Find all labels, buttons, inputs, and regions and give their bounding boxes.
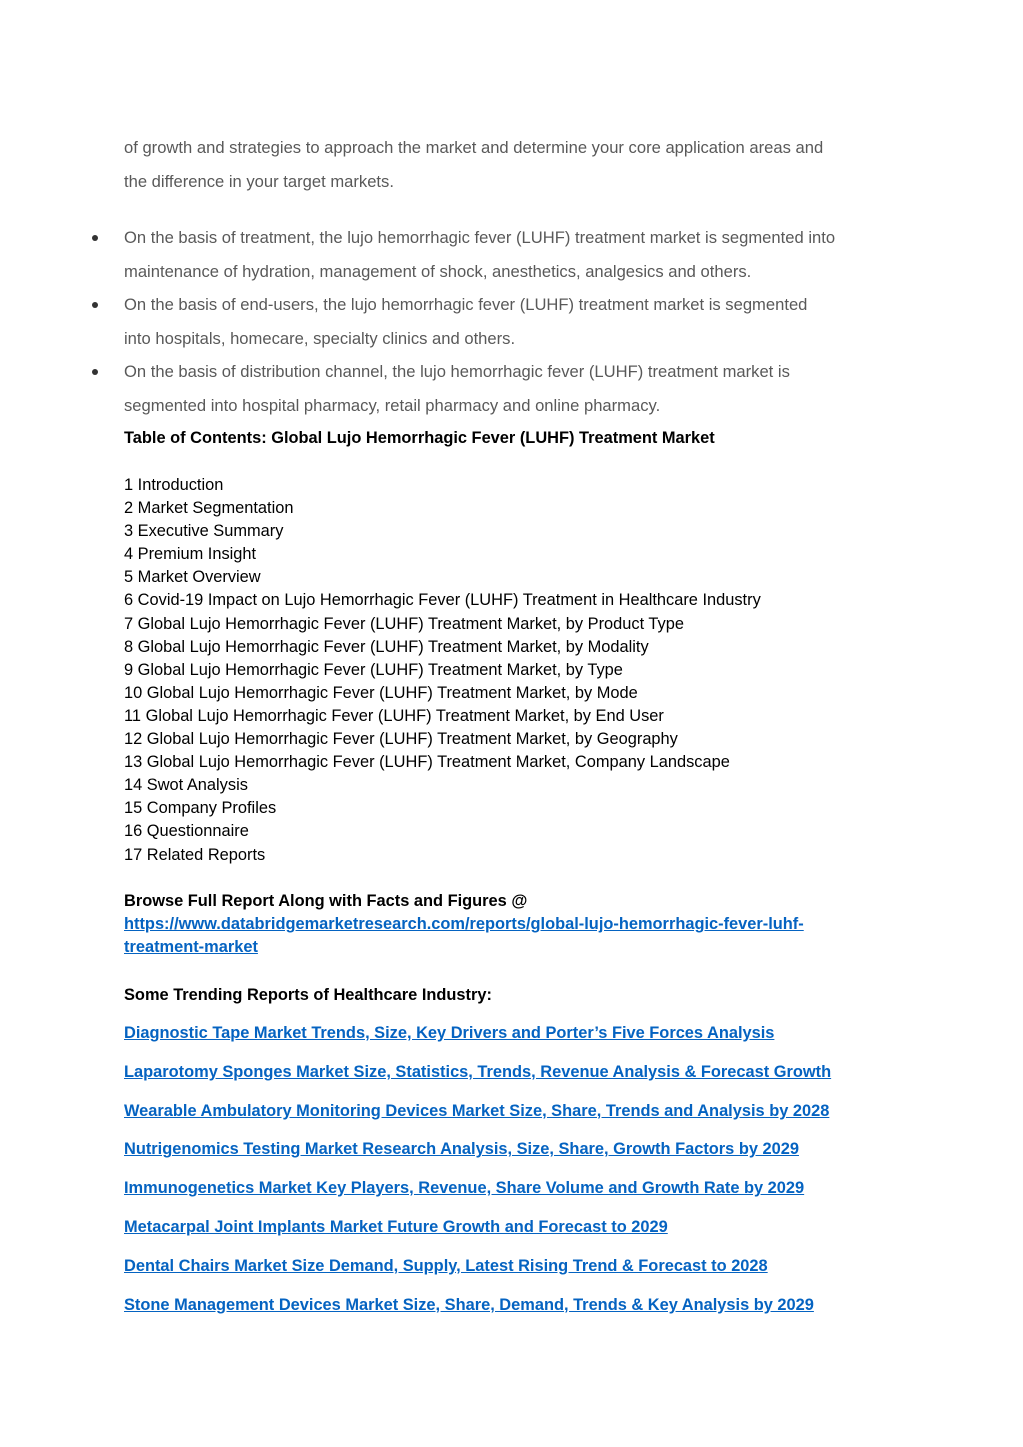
table-of-contents <box>124 474 761 867</box>
toc-item: 17 Related Reports <box>124 845 266 864</box>
bullet-dot-icon <box>92 302 98 308</box>
trending-report-link[interactable]: Laparotomy Sponges Market Size, Statistics, Trends, Revenue Analysis & Forecast Growth <box>124 1062 832 1081</box>
toc-item: 12 Global Lujo Hemorrhagic Fever (LUHF) Treatment Market, by Geography <box>124 730 678 749</box>
trending-report-link[interactable]: Stone Management Devices Market Size, Share, Demand, Trends & Key Analysis by 2029 <box>124 1295 814 1314</box>
bullet-dot-icon <box>92 235 98 241</box>
bullet-line: segmented into hospital pharmacy, retail pharmacy and online pharmacy. <box>124 395 661 415</box>
bullet-line: On the basis of treatment, the lujo hemorrhagic fever (LUHF) treatment market is segmented into <box>124 228 836 247</box>
intro-paragraph <box>124 131 914 198</box>
trending-report-item <box>124 1100 831 1139</box>
trending-report-link[interactable]: Diagnostic Tape Market Trends, Size, Key Drivers and Porter’s Five Forces Analysis <box>124 1024 775 1042</box>
bullet-line: into hospitals, homecare, specialty clinics and others. <box>124 328 516 348</box>
trending-report-item <box>124 1294 831 1333</box>
trending-report-link[interactable]: Wearable Ambulatory Monitoring Devices Market Size, Share, Trends and Analysis by 2028 <box>124 1101 830 1120</box>
trending-reports-heading: Some Trending Reports of Healthcare Industry: <box>124 986 492 1004</box>
bullet-item <box>124 288 924 355</box>
trending-report-item <box>124 1216 831 1255</box>
trending-report-item <box>124 1022 831 1061</box>
bullet-line: On the basis of end-users, the lujo hemorrhagic fever (LUHF) treatment market is segmented <box>124 295 808 314</box>
toc-item: 3 Executive Summary <box>124 522 284 541</box>
trending-report-item <box>124 1177 831 1216</box>
toc-item: 11 Global Lujo Hemorrhagic Fever (LUHF) Treatment Market, by End User <box>124 706 664 725</box>
toc-item: 10 Global Lujo Hemorrhagic Fever (LUHF) Treatment Market, by Mode <box>124 683 638 702</box>
trending-report-item <box>124 1255 831 1294</box>
trending-report-link[interactable]: Dental Chairs Market Size Demand, Supply, Latest Rising Trend & Forecast to 2028 <box>124 1256 768 1275</box>
full-report-link[interactable] <box>124 915 804 956</box>
toc-item: 2 Market Segmentation <box>124 499 294 518</box>
toc-item: 16 Questionnaire <box>124 822 249 841</box>
toc-heading: Table of Contents: Global Lujo Hemorrhagic Fever (LUHF) Treatment Market <box>124 429 715 447</box>
bullet-item <box>124 221 924 288</box>
toc-item: 13 Global Lujo Hemorrhagic Fever (LUHF) Treatment Market, Company Landscape <box>124 753 730 772</box>
bullet-line: On the basis of distribution channel, the lujo hemorrhagic fever (LUHF) treatment market is <box>124 362 790 381</box>
toc-item: 14 Swot Analysis <box>124 776 248 795</box>
trending-report-link[interactable]: Immunogenetics Market Key Players, Revenue, Share Volume and Growth Rate by 2029 <box>124 1179 805 1198</box>
toc-item: 6 Covid-19 Impact on Lujo Hemorrhagic Fever (LUHF) Treatment in Healthcare Industry <box>124 591 761 610</box>
intro-line: of growth and strategies to approach the market and determine your core application areas and <box>124 138 824 157</box>
segmentation-bullet-list <box>124 221 924 422</box>
trending-report-link[interactable]: Metacarpal Joint Implants Market Future Growth and Forecast to 2029 <box>124 1217 668 1236</box>
trending-report-item <box>124 1138 831 1177</box>
toc-item: 9 Global Lujo Hemorrhagic Fever (LUHF) Treatment Market, by Type <box>124 660 623 679</box>
full-report-link-line: https://www.databridgemarketresearch.com/reports/global-lujo-hemorrhagic-fever-luhf- <box>124 915 804 934</box>
toc-item: 1 Introduction <box>124 476 224 494</box>
trending-report-link[interactable]: Nutrigenomics Testing Market Research Analysis, Size, Share, Growth Factors by 2029 <box>124 1140 799 1159</box>
bullet-line: maintenance of hydration, management of shock, anesthetics, analgesics and others. <box>124 261 752 281</box>
browse-report-section <box>124 890 884 959</box>
intro-line: the difference in your target markets. <box>124 171 394 191</box>
toc-item: 15 Company Profiles <box>124 799 277 818</box>
trending-report-item <box>124 1061 831 1100</box>
trending-reports-list <box>124 1022 831 1332</box>
bullet-dot-icon <box>92 369 98 375</box>
toc-item: 5 Market Overview <box>124 568 261 587</box>
toc-item: 7 Global Lujo Hemorrhagic Fever (LUHF) Treatment Market, by Product Type <box>124 614 684 633</box>
full-report-link-line: treatment-market <box>124 938 258 957</box>
bullet-item <box>124 355 924 422</box>
browse-label: Browse Full Report Along with Facts and Figures @ <box>124 892 528 910</box>
toc-item: 8 Global Lujo Hemorrhagic Fever (LUHF) Treatment Market, by Modality <box>124 637 649 656</box>
toc-item: 4 Premium Insight <box>124 545 257 564</box>
